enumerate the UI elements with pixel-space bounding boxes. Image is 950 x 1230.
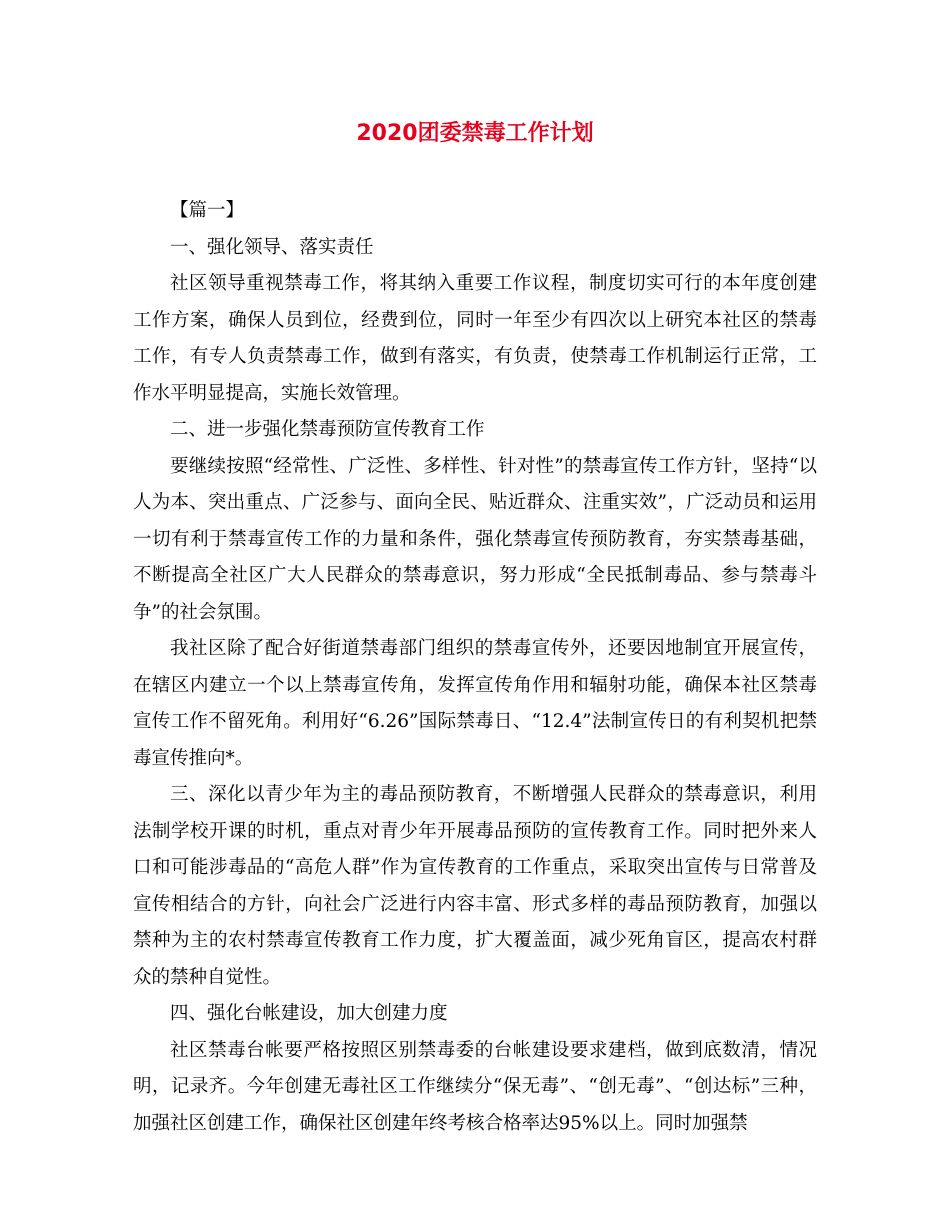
paragraph: 社区禁毒台帐要严格按照区别禁毒委的台帐建设要求建档，做到底数清，情况明，记录齐。今年创建无毒社区工作继续分“保无毒”、“创无毒”、“创达标”三种，加强社区创建工作，确保社区创建年终考核合格率达95%以上。同时加强禁 (133, 1039, 817, 1134)
paragraph: 我社区除了配合好街道禁毒部门组织的禁毒宣传外，还要因地制宜开展宣传，在辖区内建立一个以上禁毒宣传角，发挥宣传角作用和辐射功能，确保本社区禁毒宣传工作不留死角。利用好“6.26”国际禁毒日、“12.4”法制宣传日的有利契机把禁毒宣传推向*。 (133, 638, 817, 769)
paragraph-heading-3: 三、深化以青少年为主的毒品预防教育，不断增强人民群众的禁毒意识，利用法制学校开课的时机，重点对青少年开展毒品预防的宣传教育工作。同时把外来人口和可能涉毒品的“高危人群”作为宣传教育的工作重点，采取突出宣传与日常普及宣传相结合的方针，向社会广泛进行内容丰富、形式多样的毒品预防教育，加强以禁种为主的农村禁毒宣传教育工作力度，扩大覆盖面，减少死角盲区，提高农村群众的禁种自觉性。 (133, 784, 817, 988)
section-label: 【篇一】 (170, 200, 245, 221)
heading-2: 二、进一步强化禁毒预防宣传教育工作 (170, 419, 485, 440)
document-body (133, 193, 817, 1142)
paragraph: 要继续按照“经常性、广泛性、多样性、针对性”的禁毒宣传工作方针，坚持“以人为本、突出重点、广泛参与、面向全民、贴近群众、注重实效”，广泛动员和运用一切有利于禁毒宣传工作的力量和条件，强化禁毒宣传预防教育，夯实禁毒基础，不断提高全社区广大人民群众的禁毒意识，努力形成“全民抵制毒品、参与禁毒斗争”的社会氛围。 (133, 455, 817, 623)
paragraph: 社区领导重视禁毒工作，将其纳入重要工作议程，制度切实可行的本年度创建工作方案，确保人员到位，经费到位，同时一年至少有四次以上研究本社区的禁毒工作，有专人负责禁毒工作，做到有落实，有负责，使禁毒工作机制运行正常，工作水平明显提高，实施长效管理。 (133, 273, 817, 404)
heading-1: 一、强化领导、落实责任 (170, 236, 374, 258)
document-title: 2020团委禁毒工作计划 (356, 121, 594, 146)
heading-4: 四、强化台帐建设，加大创建力度 (170, 1003, 448, 1024)
